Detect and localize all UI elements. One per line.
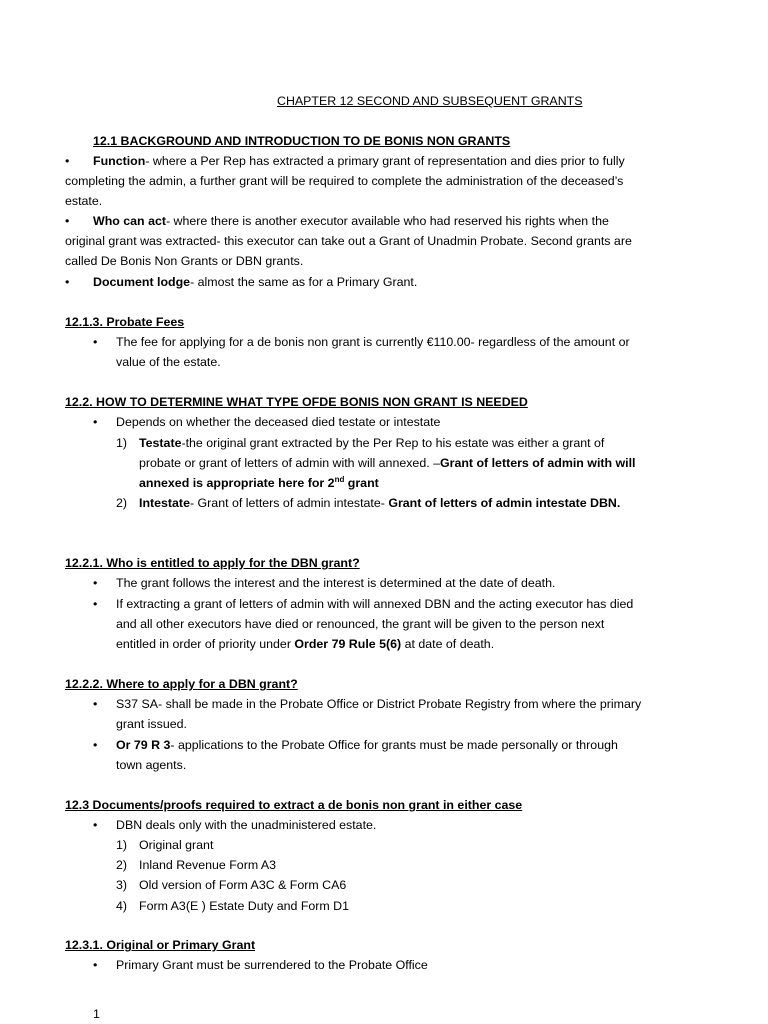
function-line-2: completing the admin, a further grant will be required to complete the administration of the deceased’s xyxy=(65,174,624,188)
list-number: 2) xyxy=(116,858,128,872)
list-item: Form A3(E ) Estate Duty and Form D1 xyxy=(139,899,350,913)
who-line-1: Who can act- where there is another executor available who had reserved his rights when the xyxy=(93,214,609,228)
function-line-1: Function- where a Per Rep has extracted a primary grant of representation and dies prior to fully xyxy=(93,154,625,168)
bullet-icon xyxy=(93,597,97,612)
list-item: Old version of Form A3C & Form CA6 xyxy=(139,878,347,892)
testate-line-3: annexed is appropriate here for 2nd grant xyxy=(139,474,379,490)
where-line-4: town agents. xyxy=(116,758,187,772)
entitled-line-4: entitled in order of priority under Order 79 Rule 5(6) at date of death. xyxy=(116,637,495,651)
documents-line: DBN deals only with the unadministered estate. xyxy=(116,818,377,832)
bullet-icon xyxy=(93,697,97,712)
entitled-line-2: If extracting a grant of letters of admin with will annexed DBN and the acting executor has died xyxy=(116,597,634,611)
testate-line-1: Testate-the original grant extracted by the Per Rep to his estate was either a grant of xyxy=(139,436,605,450)
where-line-2: grant issued. xyxy=(116,717,187,731)
testate-line-2: probate or grant of letters of admin with will annexed. –Grant of letters of admin with will xyxy=(139,456,636,470)
bullet-icon xyxy=(93,818,97,833)
section-12-2-2-heading: 12.2.2. Where to apply for a DBN grant? xyxy=(65,677,298,691)
where-line-1: S37 SA- shall be made in the Probate Office or District Probate Registry from where the primary xyxy=(116,697,642,711)
page-number: 1 xyxy=(93,1007,100,1021)
where-line-3: Or 79 R 3- applications to the Probate Office for grants must be made personally or through xyxy=(116,738,618,752)
who-line-2: original grant was extracted- this executor can take out a Grant of Unadmin Probate. Second grants are xyxy=(65,234,632,248)
list-number: 4) xyxy=(116,899,128,913)
doc-lodge-line: Document lodge- almost the same as for a Primary Grant. xyxy=(93,275,418,289)
section-12-3-1-heading: 12.3.1. Original or Primary Grant xyxy=(65,938,256,952)
determine-line: Depends on whether the deceased died testate or intestate xyxy=(116,415,441,429)
bullet-icon xyxy=(93,958,97,973)
entitled-line-1: The grant follows the interest and the interest is determined at the date of death. xyxy=(116,576,556,590)
list-number: 3) xyxy=(116,878,128,892)
bullet-icon xyxy=(65,214,69,229)
entitled-line-3: and all other executors have died or renounced, the grant will be given to the person next xyxy=(116,617,605,631)
list-item: Inland Revenue Form A3 xyxy=(139,858,277,872)
primary-grant-line: Primary Grant must be surrendered to the Probate Office xyxy=(116,958,428,972)
list-number: 1) xyxy=(116,436,128,450)
list-item: Original grant xyxy=(139,838,214,852)
bullet-icon xyxy=(93,415,97,430)
fees-line-1: The fee for applying for a de bonis non grant is currently €110.00- regardless of the amount or xyxy=(116,335,630,349)
intestate-line: Intestate- Grant of letters of admin intestate- Grant of letters of admin intestate DBN. xyxy=(139,496,621,510)
bullet-icon xyxy=(65,275,69,290)
function-line-3: estate. xyxy=(65,194,103,208)
bullet-icon xyxy=(93,738,97,753)
section-12-1-heading: 12.1 BACKGROUND AND INTRODUCTION TO DE BONIS NON GRANTS xyxy=(93,134,511,148)
list-number: 2) xyxy=(116,496,128,510)
chapter-title: CHAPTER 12 SECOND AND SUBSEQUENT GRANTS xyxy=(277,94,583,108)
who-line-3: called De Bonis Non Grants or DBN grants. xyxy=(65,254,304,268)
list-number: 1) xyxy=(116,838,128,852)
bullet-icon xyxy=(65,154,69,169)
bullet-icon xyxy=(93,335,97,350)
section-12-2-1-heading: 12.2.1. Who is entitled to apply for the DBN grant? xyxy=(65,556,360,570)
section-12-1-3-heading: 12.1.3. Probate Fees xyxy=(65,315,185,329)
section-12-3-heading: 12.3 Documents/proofs required to extract a de bonis non grant in either case xyxy=(65,798,523,812)
section-12-2-heading: 12.2. HOW TO DETERMINE WHAT TYPE OFDE BONIS NON GRANT IS NEEDED xyxy=(65,395,528,409)
fees-line-2: value of the estate. xyxy=(116,355,221,369)
bullet-icon xyxy=(93,576,97,591)
